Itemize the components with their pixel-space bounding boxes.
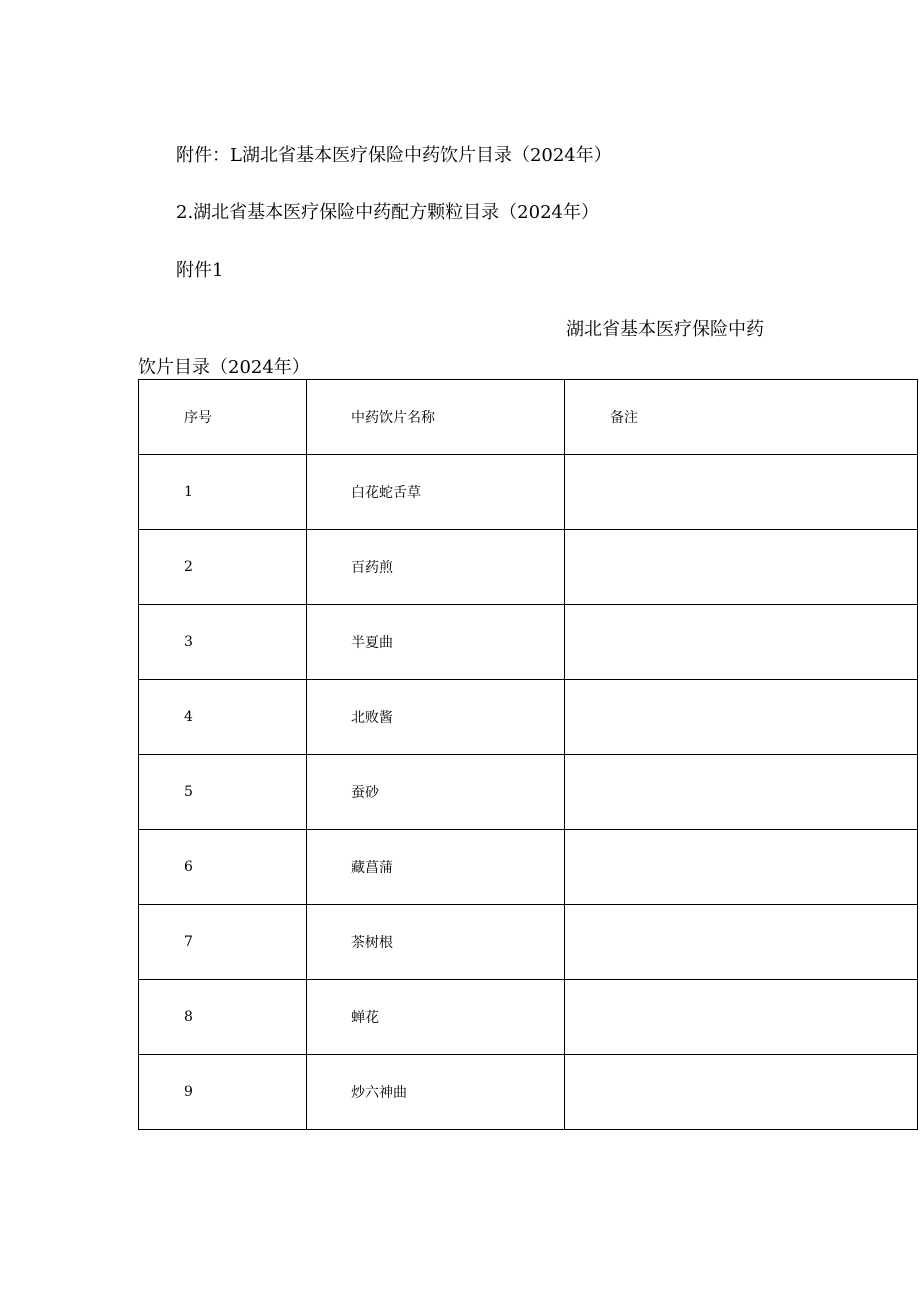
row-herb-name: 藏菖蒲 <box>307 830 565 905</box>
row-herb-name: 百药煎 <box>307 530 565 605</box>
row-serial-number: 1 <box>139 455 307 530</box>
table-row <box>139 755 918 830</box>
row-serial-number: 5 <box>139 755 307 830</box>
row-remarks <box>565 530 918 605</box>
row-serial-number: 3 <box>139 605 307 680</box>
attachment-line-1: 附件：L湖北省基本医疗保险中药饮片目录（2024年） <box>176 145 612 166</box>
row-serial-number: 4 <box>139 680 307 755</box>
row-herb-name: 蚕砂 <box>307 755 565 830</box>
row-herb-name: 白花蛇舌草 <box>307 455 565 530</box>
catalog-title-part-2: 饮片目录（2024年） <box>138 357 310 378</box>
row-remarks <box>565 680 918 755</box>
attachment-line-2: 2.湖北省基本医疗保险中药配方颗粒目录（2024年） <box>176 202 599 223</box>
row-remarks <box>565 830 918 905</box>
row-remarks <box>565 605 918 680</box>
header-remarks: 备注 <box>565 380 918 455</box>
row-serial-number: 2 <box>139 530 307 605</box>
row-serial-number: 8 <box>139 980 307 1055</box>
row-serial-number: 9 <box>139 1055 307 1130</box>
table-row <box>139 980 918 1055</box>
row-herb-name: 茶树根 <box>307 905 565 980</box>
table-row <box>139 455 918 530</box>
table-row <box>139 1055 918 1130</box>
row-remarks <box>565 755 918 830</box>
row-herb-name: 炒六神曲 <box>307 1055 565 1130</box>
herbal-catalog-table <box>138 379 918 1130</box>
table-header-row <box>139 380 918 455</box>
header-herb-name: 中药饮片名称 <box>307 380 565 455</box>
row-herb-name: 蝉花 <box>307 980 565 1055</box>
row-serial-number: 7 <box>139 905 307 980</box>
row-remarks <box>565 980 918 1055</box>
row-herb-name: 半夏曲 <box>307 605 565 680</box>
attachment-label: 附件1 <box>176 260 224 281</box>
header-serial-number: 序号 <box>139 380 307 455</box>
table-row <box>139 680 918 755</box>
row-remarks <box>565 1055 918 1130</box>
table-row <box>139 530 918 605</box>
row-serial-number: 6 <box>139 830 307 905</box>
table-row <box>139 830 918 905</box>
table-row <box>139 605 918 680</box>
row-remarks <box>565 455 918 530</box>
row-herb-name: 北败酱 <box>307 680 565 755</box>
catalog-title-part-1: 湖北省基本医疗保险中药 <box>566 319 764 340</box>
table-row <box>139 905 918 980</box>
row-remarks <box>565 905 918 980</box>
